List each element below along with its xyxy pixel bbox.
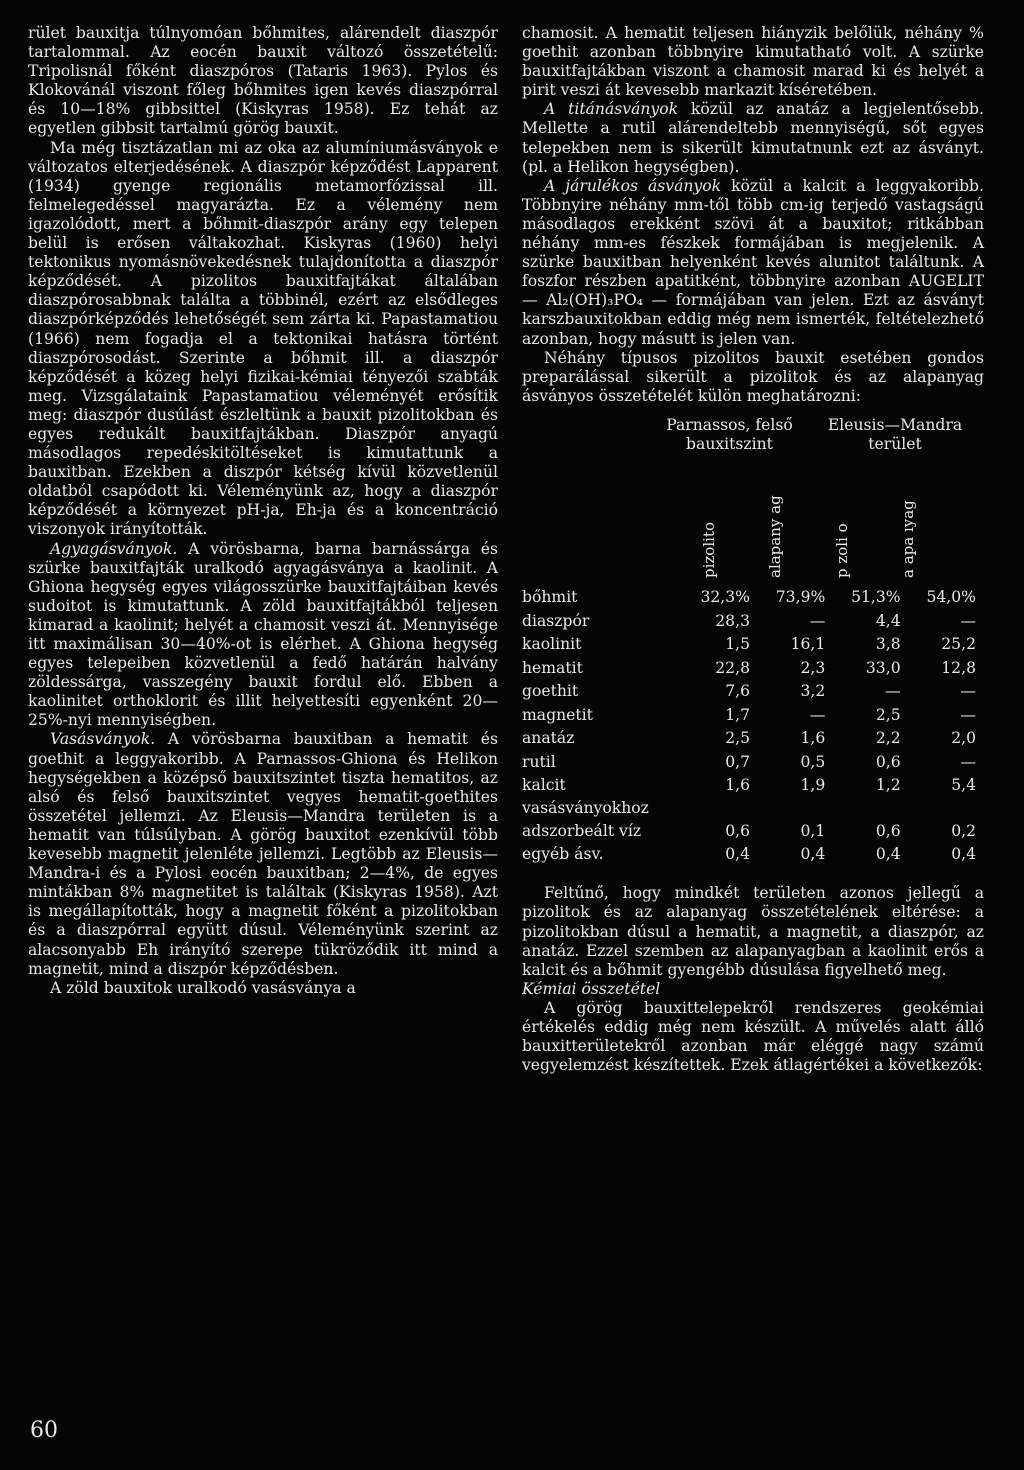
table-cell: 0,2 xyxy=(951,821,976,840)
paragraph-text: Néhány típusos pizolitos bauxit esetében gondos preparálással sikerült a pizolitok és az alapanyag ásványos összetételét külön meghatározni: xyxy=(522,348,984,405)
table-group-heading-parnassos: Parnassos, felső bauxitszint xyxy=(666,415,793,453)
table-row xyxy=(522,656,984,680)
mineral-name: anatáz xyxy=(522,729,575,748)
mineral-table xyxy=(522,416,984,867)
table-row xyxy=(522,797,984,819)
table-cell: 1,2 xyxy=(875,776,901,795)
table-row xyxy=(522,680,984,704)
table-row xyxy=(522,633,984,657)
paragraph-text: A görög bauxittelepekről rendszeres geokémiai értékelés eddig még nem készült. A művelés alatt álló bauxitterületekről azonban már eléggé nagy számú vegyelemzést készítettek. Ezek átlagértékei a következők: xyxy=(522,998,984,1075)
run-in-heading: Agyagásványok. xyxy=(50,539,178,558)
paragraph-text: Ma még tisztázatlan mi az oka az alumíniumásványok e változatos elterjedésének. A diaszpór képződést Lapparent (1934) gyenge regionális metamorfózissal ill. felmelegedéssel magyarázta. Ez a vélemény nem igazolódott, mert a bőhmit-diaszpór arány egy telepen belül is erősen váltakozhat. Kiskyras (1960) helyi tektonikus nyomásnövekedésnek tulajdonította a diaszpór képződését. A pizolitos bauxitfajtákat általában diaszpórosabbnak találta a többinél, ezért az elsődleges diaszpórképződés lehetőségét sem zárta ki. Papastamatiou (1966) nem fogadja el a tektonikai hatásra történt diaszpórosodást. Szerinte a bőhmit ill. a diaszpór képződését a közeg helyi fizikai-kémiai tényezői szabták meg. Vizsgálataink Papastamatiou véleményét erősítik meg: diaszpór dusúlást észleltünk a bauxit pizolitokban és egyes redukált bauxitfajtákban. Diaszpór anyagú másodlagos repedéskitöltéseket is kimutattunk a bauxitban. Ezekben a diszpór kétség kívül közvetlenül oldatból csapódott ki. Véleményünk az, hogy a diaszpór képződését a környezet pH-ja, Eh-ja és a koncentráció viszonyok irányították. xyxy=(28,138,498,539)
table-cell: 0,4 xyxy=(875,845,901,864)
paragraph xyxy=(28,540,498,731)
table-cell: 33,0 xyxy=(865,658,901,677)
table-subheading: alapany ag xyxy=(766,495,784,578)
table-cell: 12,8 xyxy=(941,658,976,677)
table-cell: 2,5 xyxy=(725,729,750,748)
paragraph xyxy=(28,730,498,978)
right-column-bottom-text xyxy=(522,884,984,1075)
table-cell xyxy=(833,797,908,819)
table-cell: 0,6 xyxy=(875,752,901,771)
table-cell: — xyxy=(960,705,976,724)
mineral-name: diaszpór xyxy=(522,611,590,630)
section-heading-text: Kémiai összetétel xyxy=(522,979,661,998)
table-cell: — xyxy=(960,682,976,701)
table-row xyxy=(522,750,984,774)
table-cell: 51,3% xyxy=(851,588,901,607)
run-in-heading: Vasásványok. xyxy=(50,730,156,749)
paragraph xyxy=(522,24,984,100)
mineral-name: kaolinit xyxy=(522,635,582,654)
mineral-name: bőhmit xyxy=(522,588,578,607)
table-cell: 16,1 xyxy=(790,635,826,654)
table-group-heading-eleusis: Eleusis—Mandra terület xyxy=(827,415,963,453)
table-cell: 0,4 xyxy=(951,845,976,864)
table-row xyxy=(522,727,984,751)
table-cell: 3,8 xyxy=(875,635,901,654)
paragraph xyxy=(522,349,984,406)
paragraph xyxy=(28,24,498,139)
table-cell xyxy=(683,797,758,819)
table-row xyxy=(522,703,984,727)
table-cell: 5,4 xyxy=(951,776,976,795)
table-cell: 7,6 xyxy=(725,682,750,701)
paragraph xyxy=(522,100,984,176)
paragraph xyxy=(28,979,498,998)
table-row xyxy=(522,843,984,867)
mineral-table-body xyxy=(522,586,984,867)
table-cell: 0,1 xyxy=(800,821,826,840)
table-cell: 1,9 xyxy=(800,776,826,795)
table-row xyxy=(522,774,984,798)
table-subheading: p zoli o xyxy=(833,523,851,578)
table-cell: — xyxy=(960,752,976,771)
paragraph-text: Feltűnő, hogy mindkét területen azonos jellegű a pizolitok és az alapanyag összetételének eltérése: a pizolitokban dúsul a hematit, a magnetit, a diaszpór, az anatáz. Ezzel szemben az alapanyagban a kaolinit erős a kalcit és a bőhmit gyengébb dúsulása figyelhető meg. xyxy=(522,884,984,979)
table-cell: 22,8 xyxy=(715,658,750,677)
table-cell: 2,5 xyxy=(875,705,901,724)
mineral-name: magnetit xyxy=(522,705,593,724)
paragraph-text: közül az anatáz a legjelentősebb. Mellette a rutil alárendeltebb mennyiségű, sőt egyes telepekben nem is sikerült kimutatnunk ezt az ásványt. (pl. a Helikon hegységben). xyxy=(522,100,984,176)
run-in-heading: A járulékos ásványok xyxy=(544,176,722,195)
table-cell: 0,4 xyxy=(725,845,750,864)
table-cell: — xyxy=(809,611,826,630)
table-cell: 54,0% xyxy=(926,588,976,607)
mineral-name: vasásványokhoz xyxy=(522,798,649,817)
paragraph-text: közül a kalcit a leggyakoribb. Többnyire néhány mm-től több cm-ig terjedő vastagságú másodlagos erekként szövi át a bauxitot; ritkábban néhány mm-es fészkek formájában is megjelenik. A szürke bauxitban helyenként kevés alunitot találtunk. A foszfor részben apatitként, többnyire azonban AUGELIT — Al₂(OH)₃PO₄ — formájában van jelen. Ezt az ásványt karszbauxitokban eddig még nem ismerték, feltételezhető azonban, hogy másutt is jelen van. xyxy=(522,176,984,348)
run-in-heading: A titánásványok xyxy=(544,100,679,119)
paragraph-text: A zöld bauxitok uralkodó vasásványa a xyxy=(50,978,356,997)
table-cell: 0,5 xyxy=(800,752,826,771)
table-cell: 0,6 xyxy=(875,821,901,840)
paragraph-text: A vörösbarna bauxitban a hematit és goethit a leggyakoribb. A Parnassos-Ghiona és Helikon hegységekben a középső bauxitszintet tiszta hematitos, az alsó és felső bauxitszintet vegyes hematit-goethites összetétel jellemzi. Az Eleusis—Mandra területen is a hematit van túlsúlyban. A görög bauxitot ezenkívül több kevesebb magnetit jelenléte jellemzi. Legtöbb az Eleusis—Mandra-i és a Pylosi eocén bauxitban; 2—4%, de egyes mintákban 8% magnetitet is találtak (Kiskyras 1958). Azt is megállapították, hogy a magnetit főként a pizolitokban és a diaszpórral együtt dúsul. Véleményünk szerint az alacsonyabb Eh irányító szerepe tükröződik itt mind a magnetit, mind a diszpór képződésben. xyxy=(28,730,498,978)
page-number: 60 xyxy=(30,1418,58,1443)
table-row xyxy=(522,819,984,843)
mineral-table-header xyxy=(522,416,984,586)
table-cell: 1,6 xyxy=(800,729,826,748)
table-cell: 1,6 xyxy=(725,776,750,795)
paragraph xyxy=(522,884,984,979)
table-row xyxy=(522,609,984,633)
table-cell: 0,4 xyxy=(800,845,826,864)
paragraph-text: chamosit. A hematit teljesen hiányzik belőlük, néhány % goethit azonban többnyire kimutatható volt. A szürke bauxitfajtákban viszont a chamosit marad ki és helyét a pirit veszi át kevesebb markazit kíséretében. xyxy=(522,24,984,100)
table-cell: 2,2 xyxy=(875,729,901,748)
table-cell: 32,3% xyxy=(700,588,750,607)
table-cell: 28,3 xyxy=(715,611,750,630)
paragraph-text: rület bauxitja túlnyomóan bőhmites, alárendelt diaszpór tartalommal. Az eocén bauxit változó összetételű: Tripolisnál főként diaszpóros (Tataris 1963). Pylos és Klokovánál viszont főleg bőhmites igen kevés diaszpórral és 10—18% gibbsittel (Kiskyras 1958). Ez tehát az egyetlen gibbsit tartalmú görög bauxit. xyxy=(28,24,498,138)
table-cell: 3,2 xyxy=(800,682,826,701)
mineral-name: goethit xyxy=(522,682,579,701)
table-cell: — xyxy=(960,611,976,630)
table-cell: 4,4 xyxy=(875,611,901,630)
paragraph-text: A vörösbarna, barna barnássárga és szürke bauxitfajták uralkodó agyagásványa a kaolinit. A Ghiona hegység egyes világosszürke bauxitfajtáiban kevés sudoitot is kimutattunk. A zöld bauxitfajtákból teljesen kimarad a kaolinit; helyét a chamosit veszi át. Mennyisége itt maximálisan 30—40%-ot is elérhet. A Ghiona hegység egyes telepeiben közvetlenül a fedő határán halvány zöldessárga, vasszegény bauxit fordul elő. Ebben a kaolinitet orthoklorit és illit helyettesíti egyenként 20—25%-nyi mennyiségben. xyxy=(28,539,498,730)
mineral-name: hematit xyxy=(522,658,583,677)
table-cell xyxy=(909,797,984,819)
table-cell: 73,9% xyxy=(775,588,826,607)
table-cell: 1,5 xyxy=(725,635,750,654)
mineral-name: adszorbeált víz xyxy=(522,821,642,840)
table-cell xyxy=(758,797,833,819)
mineral-name: kalcit xyxy=(522,776,566,795)
paragraph xyxy=(522,999,984,1075)
table-cell: 25,2 xyxy=(941,635,976,654)
table-row xyxy=(522,586,984,610)
table-cell: 0,7 xyxy=(725,752,750,771)
table-cell: 2,3 xyxy=(800,658,826,677)
paragraph xyxy=(28,139,498,540)
mineral-name: egyéb ásv. xyxy=(522,845,604,864)
table-cell: 2,0 xyxy=(951,729,976,748)
table-cell: 0,6 xyxy=(725,821,750,840)
mineral-name: rutil xyxy=(522,752,556,771)
right-column-top-text xyxy=(522,24,984,406)
left-column xyxy=(28,24,498,998)
section-heading xyxy=(522,980,984,999)
table-cell: 1,7 xyxy=(725,705,750,724)
table-subheading: pizolito xyxy=(700,521,718,578)
paragraph xyxy=(522,177,984,349)
table-cell: — xyxy=(809,705,826,724)
table-cell: — xyxy=(885,682,901,701)
right-column xyxy=(522,24,984,1075)
table-subheading: a apa ıyag xyxy=(899,500,917,578)
